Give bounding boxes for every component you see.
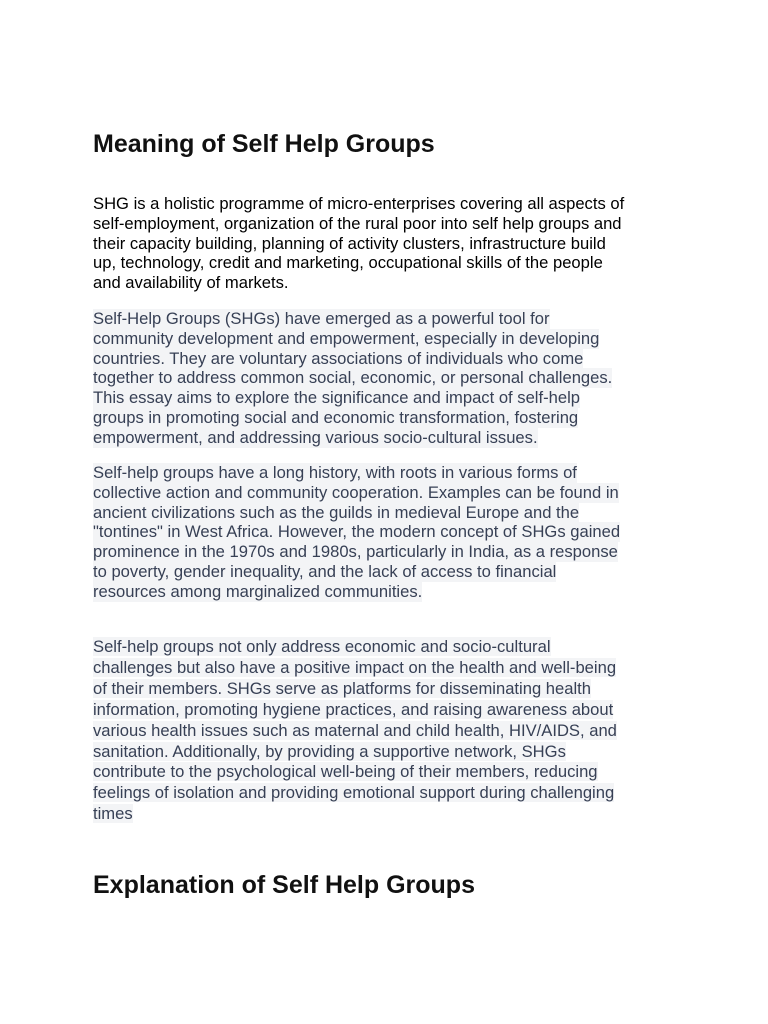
- text-line: information, promoting hygiene practices, and raising awareness about: [93, 699, 614, 719]
- text-line: up, technology, credit and marketing, occupational skills of the people: [93, 253, 603, 273]
- heading-meaning: Meaning of Self Help Groups: [93, 130, 435, 158]
- text-line: countries. They are voluntary associations of individuals who come: [93, 348, 584, 368]
- text-line: This essay aims to explore the significance and impact of self-help: [93, 388, 580, 408]
- text-line: sanitation. Additionally, by providing a supportive network, SHGs: [93, 741, 566, 761]
- text-line: "tontines" in West Africa. However, the modern concept of SHGs gained: [93, 522, 621, 542]
- text-line: groups in promoting social and economic transformation, fostering: [93, 407, 579, 427]
- text-line: challenges but also have a positive impact on the health and well-being: [93, 657, 617, 677]
- text-line: of their members. SHGs serve as platforms for disseminating health: [93, 678, 592, 698]
- text-line: various health issues such as maternal and child health, HIV/AIDS, and: [93, 720, 617, 740]
- text-line: their capacity building, planning of activity clusters, infrastructure build: [93, 233, 606, 253]
- text-line: collective action and community cooperation. Examples can be found in: [93, 482, 619, 502]
- text-line: ancient civilizations such as the guilds in medieval Europe and the: [93, 502, 580, 522]
- text-line: community development and empowerment, especially in developing: [93, 328, 600, 348]
- text-line: empowerment, and addressing various socio-cultural issues.: [93, 427, 538, 447]
- text-line: Self-Help Groups (SHGs) have emerged as a powerful tool for: [93, 309, 550, 328]
- heading-explanation: Explanation of Self Help Groups: [93, 871, 475, 899]
- text-line: together to address common social, economic, or personal challenges.: [93, 368, 613, 388]
- paragraph-health: [93, 637, 617, 825]
- text-line: SHG is a holistic programme of micro-enterprises covering all aspects of: [93, 194, 625, 213]
- text-line: Self-help groups have a long history, with roots in various forms of: [93, 463, 577, 482]
- paragraph-intro: [93, 194, 624, 293]
- text-line: self-employment, organization of the rural poor into self help groups and: [93, 213, 622, 233]
- text-line: resources among marginalized communities.: [93, 581, 423, 601]
- paragraph-shg-definition: [93, 309, 612, 448]
- text-line: Self-help groups not only address economic and socio-cultural: [93, 637, 551, 656]
- text-line: contribute to the psychological well-being of their members, reducing: [93, 762, 598, 782]
- paragraph-history: [93, 463, 620, 602]
- text-line: to poverty, gender inequality, and the lack of access to financial: [93, 561, 557, 581]
- text-line: feelings of isolation and providing emotional support during challenging: [93, 783, 615, 803]
- text-line: prominence in the 1970s and 1980s, particularly in India, as a response: [93, 542, 618, 562]
- text-line: times: [93, 804, 133, 824]
- text-line: and availability of markets.: [93, 273, 289, 293]
